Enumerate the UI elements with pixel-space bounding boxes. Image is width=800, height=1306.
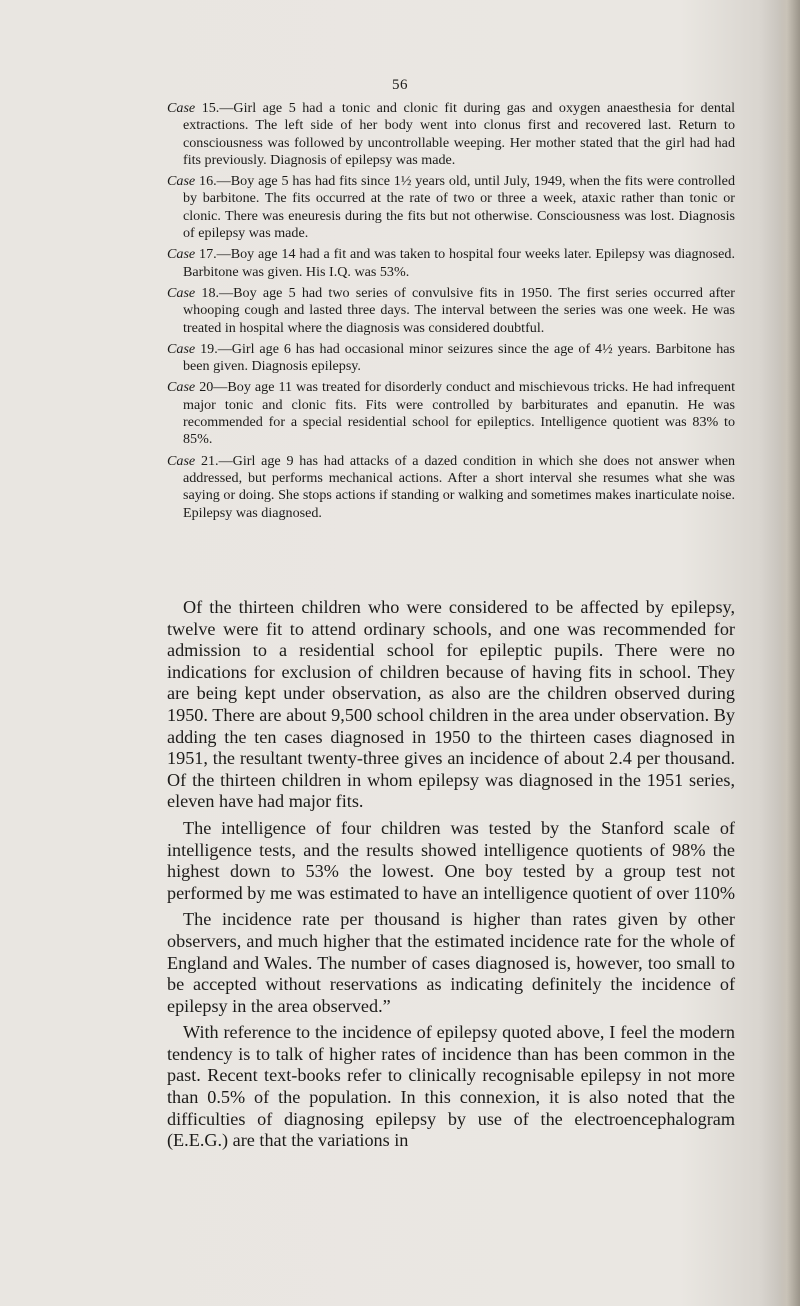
case-number: 20 — [199, 379, 214, 396]
body-paragraph: The intelligence of four children was tested by the Stanford scale of intelligence tests, and the results showed intelligence quotients of 98% the highest down to 53% the lowest. One boy tested by a group test not performed by me was estimated to have an intelligence quotient of over 110% — [167, 817, 736, 903]
body-paragraph: With reference to the incidence of epilepsy quoted above, I feel the modern tendency is to talk of higher rates of incidence than has been common in the past. Recent text-books refer to clinically recognisable epilepsy in not more than 0.5% of the population. In this connexion, it is also noted that the difficulties of diagnosing epilepsy by use of the electroencephalogram (E.E.G.) are that the variations in — [167, 1022, 735, 1151]
case-list — [167, 100, 735, 526]
case-text: .—Boy age 5 has had fits since 1½ years old, until July, 1949, when the fits were controlled by barbitone. The fits occurred at the rate of two or three a week, ataxic rather than tonic or clonic. There was eneuresis during the fits but not otherwise. Consciousness was lost. Diagnosis of epilepsy was made. — [183, 173, 735, 242]
case-number: 18 — [201, 284, 216, 301]
case-label: Case — [167, 100, 196, 116]
case-label: Case — [167, 246, 196, 263]
case-text: .—Girl age 9 has had attacks of a dazed condition in which she does not answer when addressed, but performs mechanical actions. After a short interval she resumes what she was saying or doing. She stops actions if standing or walking and sometimes makes inarticulate noise. Epilepsy was diagnosed. — [183, 452, 735, 521]
case-number: 21 — [200, 452, 216, 469]
page-number: 56 — [392, 77, 408, 93]
case-label: Case — [167, 284, 196, 301]
case-entry — [167, 246, 735, 281]
case-number: 19 — [200, 340, 215, 357]
case-text: .—Boy age 5 had two series of convulsive fits in 1950. The first series occurred after whooping cough and lasted three days. The interval between the series was one week. He was treated in hospital where the diagnosis was considered doubtful. — [183, 284, 735, 336]
body-paragraph: Of the thirteen children who were considered to be affected by epilepsy, twelve were fit to attend ordinary schools, and one was recommended for admission to a residential school for epileptic pupils. There were no indications for exclusion of children because of having fits in school. They are being kept under observation, as also are the children observed during 1950. There are about 9,500 school children in the area under observation. By adding the ten cases diagnosed in 1950 to the thirteen cases diagnosed in 1951, the resultant twenty-three gives an incidence of about 2.4 per thousand. Of the thirteen children in whom epilepsy was diagnosed in the 1951 series, eleven have had major fits. — [167, 597, 735, 812]
body-paragraph: The incidence rate per thousand is higher than rates given by other observers, and much higher that the estimated incidence rate for the whole of England and Wales. The number of cases diagnosed is, however, too small to be accepted without reservations as indicating definitely the incidence of epilepsy in the area observed.” — [167, 909, 735, 1016]
body-text — [167, 597, 735, 1157]
case-label: Case — [167, 379, 196, 396]
case-number: 16 — [199, 173, 214, 190]
page-edge-shadow — [778, 0, 800, 1306]
case-entry — [167, 453, 735, 522]
case-number: 15 — [201, 100, 216, 116]
case-text: .—Girl age 6 has had occasional minor seizures since the age of 4½ years. Barbitone has been given. Diagnosis epilepsy. — [183, 340, 735, 375]
case-text: .—Girl age 5 had a tonic and clonic fit during gas and oxygen anaesthesia for dental extractions. The left side of her body went into clonus first and recovered last. Return to consciousness was followed by uncontrollable weeping. Her mother stated that the girl had had fits previously. Diagnosis of epilepsy was made. — [183, 100, 735, 168]
case-number: 17 — [199, 246, 214, 263]
case-entry — [167, 379, 735, 448]
case-label: Case — [167, 452, 196, 469]
case-text: .—Boy age 14 had a fit and was taken to hospital four weeks later. Epilepsy was diagnosed. Barbitone was given. His I.Q. was 53%. — [183, 246, 735, 280]
case-entry — [167, 341, 735, 376]
case-label: Case — [167, 340, 196, 357]
case-text: —Boy age 11 was treated for disorderly conduct and mischievous tricks. He had infrequent major tonic and clonic fits. Fits were controlled by barbiturates and epanutin. He was recommended for a special residential school for epileptics. Intelligence quotient was 83% to 85%. — [183, 379, 735, 448]
case-entry — [167, 173, 735, 242]
case-entry — [167, 285, 735, 337]
case-entry — [167, 100, 735, 169]
case-label: Case — [167, 173, 196, 190]
